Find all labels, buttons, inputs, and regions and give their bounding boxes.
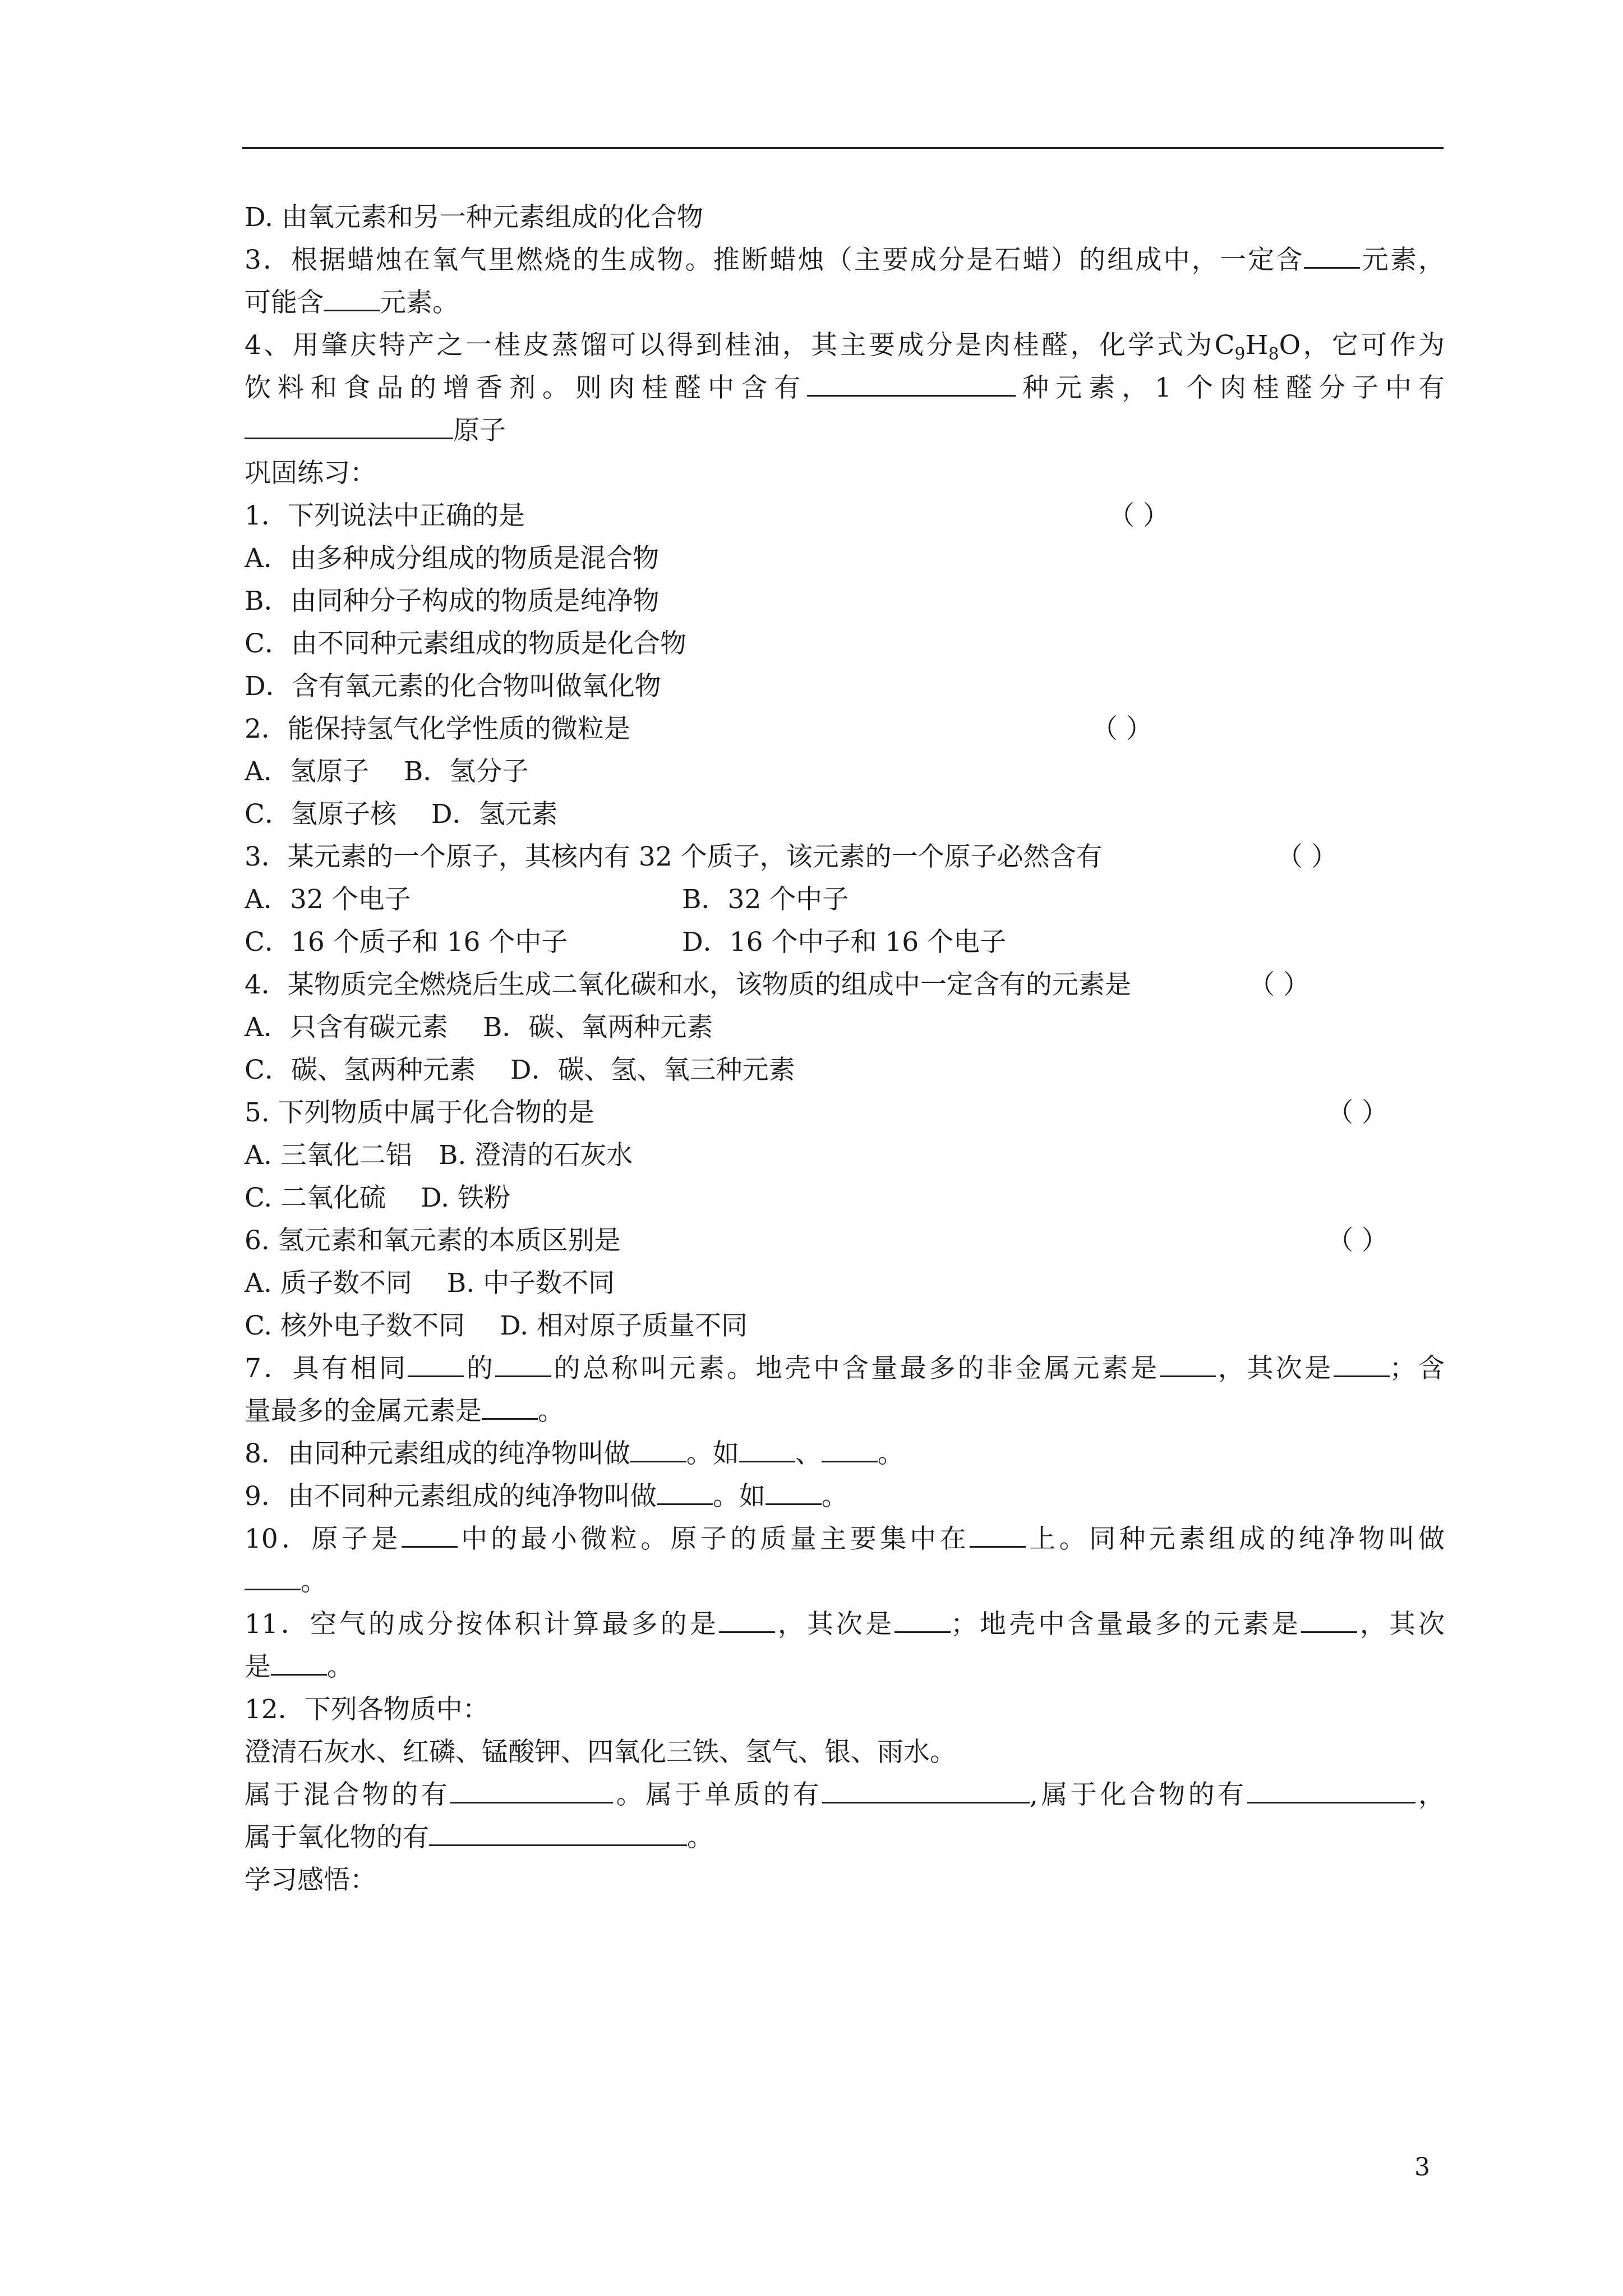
practice-heading: 巩固练习： — [245, 458, 376, 489]
answer-parenthesis[interactable]: （ ） — [1108, 500, 1169, 531]
practice-q9: 9．由不同种元素组成的纯净物叫做 。如 。 — [245, 1475, 1445, 1518]
practice-q2-options-2: C．氢原子核 D．氢元素 — [245, 799, 558, 830]
answer-blank[interactable] — [1247, 1774, 1415, 1803]
answer-blank[interactable] — [408, 1347, 464, 1377]
practice-q3-options-2: C．16 个质子和 16 个中子 D．16 个中子和 16 个电子 — [245, 927, 1007, 958]
answer-parenthesis[interactable]: （ ） — [1327, 1225, 1388, 1256]
answer-blank[interactable] — [822, 1433, 878, 1462]
answer-blank[interactable] — [1301, 1603, 1357, 1633]
practice-q1-option-c: C．由不同种元素组成的物质是化合物 — [245, 628, 686, 659]
answer-parenthesis[interactable]: （ ） — [1327, 1097, 1388, 1128]
practice-q5-options-2: C. 二氧化硫 D. 铁粉 — [245, 1182, 510, 1213]
question-4-line2: 饮料和食品的增香剂。则肉桂醛中含有 种元素，1 个肉桂醛分子中有 — [245, 367, 1445, 409]
practice-q12-line2: 属于氧化物的有 。 — [245, 1816, 1445, 1859]
answer-blank[interactable] — [766, 1475, 822, 1505]
practice-q5-options-1: A. 三氧化二铝 B. 澄清的石灰水 — [245, 1140, 633, 1171]
practice-q11-line1: 11．空气的成分按体积计算最多的是 ，其次是 ；地壳中含量最多的元素是 ，其次 — [245, 1603, 1445, 1646]
chemical-formula: $C_9H_8O$，它可作为 — [1214, 330, 1445, 364]
answer-blank[interactable] — [1160, 1347, 1216, 1377]
question-3-line1: 3．根据蜡烛在氧气里燃烧的生成物。推断蜡烛（主要成分是石蜡）的组成中，一定含 元素， — [245, 239, 1445, 282]
practice-q11-line2: 是 。 — [245, 1646, 1445, 1688]
answer-parenthesis[interactable]: （ ） — [1091, 714, 1152, 744]
answer-blank[interactable] — [807, 367, 1016, 397]
reflection-label: 学习感悟： — [245, 1865, 376, 1895]
answer-blank[interactable] — [245, 409, 453, 439]
practice-q6-stem: 6. 氢元素和氧元素的本质区别是 （ ） — [245, 1220, 1445, 1262]
practice-q3-stem: 3．某元素的一个原子，其核内有 32 个质子，该元素的一个原子必然含有 （ ） — [245, 836, 1445, 878]
practice-q10-line1: 10．原子是 中的最小微粒。原子的质量主要集中在 上。同种元素组成的纯净物叫做 — [245, 1518, 1445, 1561]
answer-blank[interactable] — [657, 1475, 713, 1505]
answer-blank[interactable] — [1334, 1347, 1390, 1377]
answer-blank[interactable] — [719, 1603, 775, 1633]
practice-q1-option-a: A．由多种成分组成的物质是混合物 — [245, 543, 659, 574]
question-4-line1: 4、用肇庆特产之一桂皮蒸馏可以得到桂油，其主要成分是肉桂醛，化学式为$C_9H_8O$，它可作为 — [245, 330, 1445, 364]
answer-blank[interactable] — [895, 1603, 951, 1633]
answer-blank[interactable] — [402, 1518, 458, 1548]
practice-q4-options-1: A．只含有碳元素 B．碳、氧两种元素 — [245, 1012, 713, 1043]
answer-blank[interactable] — [630, 1433, 686, 1462]
practice-q2-options-1: A．氢原子 B．氢分子 — [245, 756, 529, 787]
answer-blank[interactable] — [739, 1433, 795, 1462]
practice-q8: 8．由同种元素组成的纯净物叫做 。如 、 。 — [245, 1433, 1445, 1475]
practice-q7-line1: 7．具有相同 的 的总称叫元素。地壳中含量最多的非金属元素是 ，其次是 ；含 — [245, 1347, 1445, 1390]
practice-q12-list: 澄清石灰水、红磷、锰酸钾、四氧化三铁、氢气、银、雨水。 — [245, 1737, 956, 1768]
answer-blank[interactable] — [495, 1347, 551, 1377]
practice-q4-options-2: C．碳、氢两种元素 D．碳、氢、氧三种元素 — [245, 1055, 795, 1085]
answer-blank[interactable] — [324, 282, 380, 311]
answer-blank[interactable] — [429, 1816, 687, 1846]
practice-q6-options-2: C. 核外电子数不同 D. 相对原子质量不同 — [245, 1310, 748, 1341]
page-number: 3 — [1414, 2153, 1430, 2182]
practice-q1-option-d: D．含有氧元素的化合物叫做氧化物 — [245, 671, 661, 702]
practice-q3-options-1: A．32 个电子 B．32 个中子 — [245, 884, 849, 915]
answer-blank[interactable] — [482, 1390, 538, 1420]
answer-blank[interactable] — [450, 1774, 613, 1803]
practice-q6-options-1: A. 质子数不同 B. 中子数不同 — [245, 1268, 615, 1299]
option-d-line: D. 由氧元素和另一种元素组成的化合物 — [245, 202, 703, 233]
worksheet-body — [245, 196, 1445, 1902]
answer-blank[interactable] — [822, 1774, 1030, 1803]
practice-q4-stem: 4．某物质完全燃烧后生成二氧化碳和水，该物质的组成中一定含有的元素是 （ ） — [245, 964, 1445, 1006]
question-4-line3: 原子 — [245, 409, 1445, 452]
practice-q10-line2: 。 — [245, 1561, 1445, 1603]
answer-blank[interactable] — [271, 1646, 327, 1676]
answer-blank[interactable] — [970, 1518, 1026, 1548]
answer-parenthesis[interactable]: （ ） — [1248, 969, 1310, 1000]
answer-parenthesis[interactable]: （ ） — [1276, 841, 1338, 872]
practice-q5-stem: 5. 下列物质中属于化合物的是 （ ） — [245, 1092, 1445, 1134]
practice-q7-line2: 量最多的金属元素是 。 — [245, 1390, 1445, 1433]
practice-q12-line1: 属于混合物的有 。属于单质的有 ,属于化合物的有 ， — [245, 1774, 1445, 1816]
practice-q1-option-b: B．由同种分子构成的物质是纯净物 — [245, 586, 660, 616]
answer-blank[interactable] — [245, 1561, 301, 1590]
question-3-line2: 可能含 元素。 — [245, 282, 1445, 324]
practice-q1-stem: 1．下列说法中正确的是 （ ） — [245, 495, 1445, 537]
header-rule — [242, 147, 1444, 149]
practice-q12-stem: 12．下列各物质中： — [245, 1694, 489, 1725]
answer-blank[interactable] — [1304, 239, 1360, 269]
practice-q2-stem: 2．能保持氢气化学性质的微粒是 （ ） — [245, 708, 1445, 751]
